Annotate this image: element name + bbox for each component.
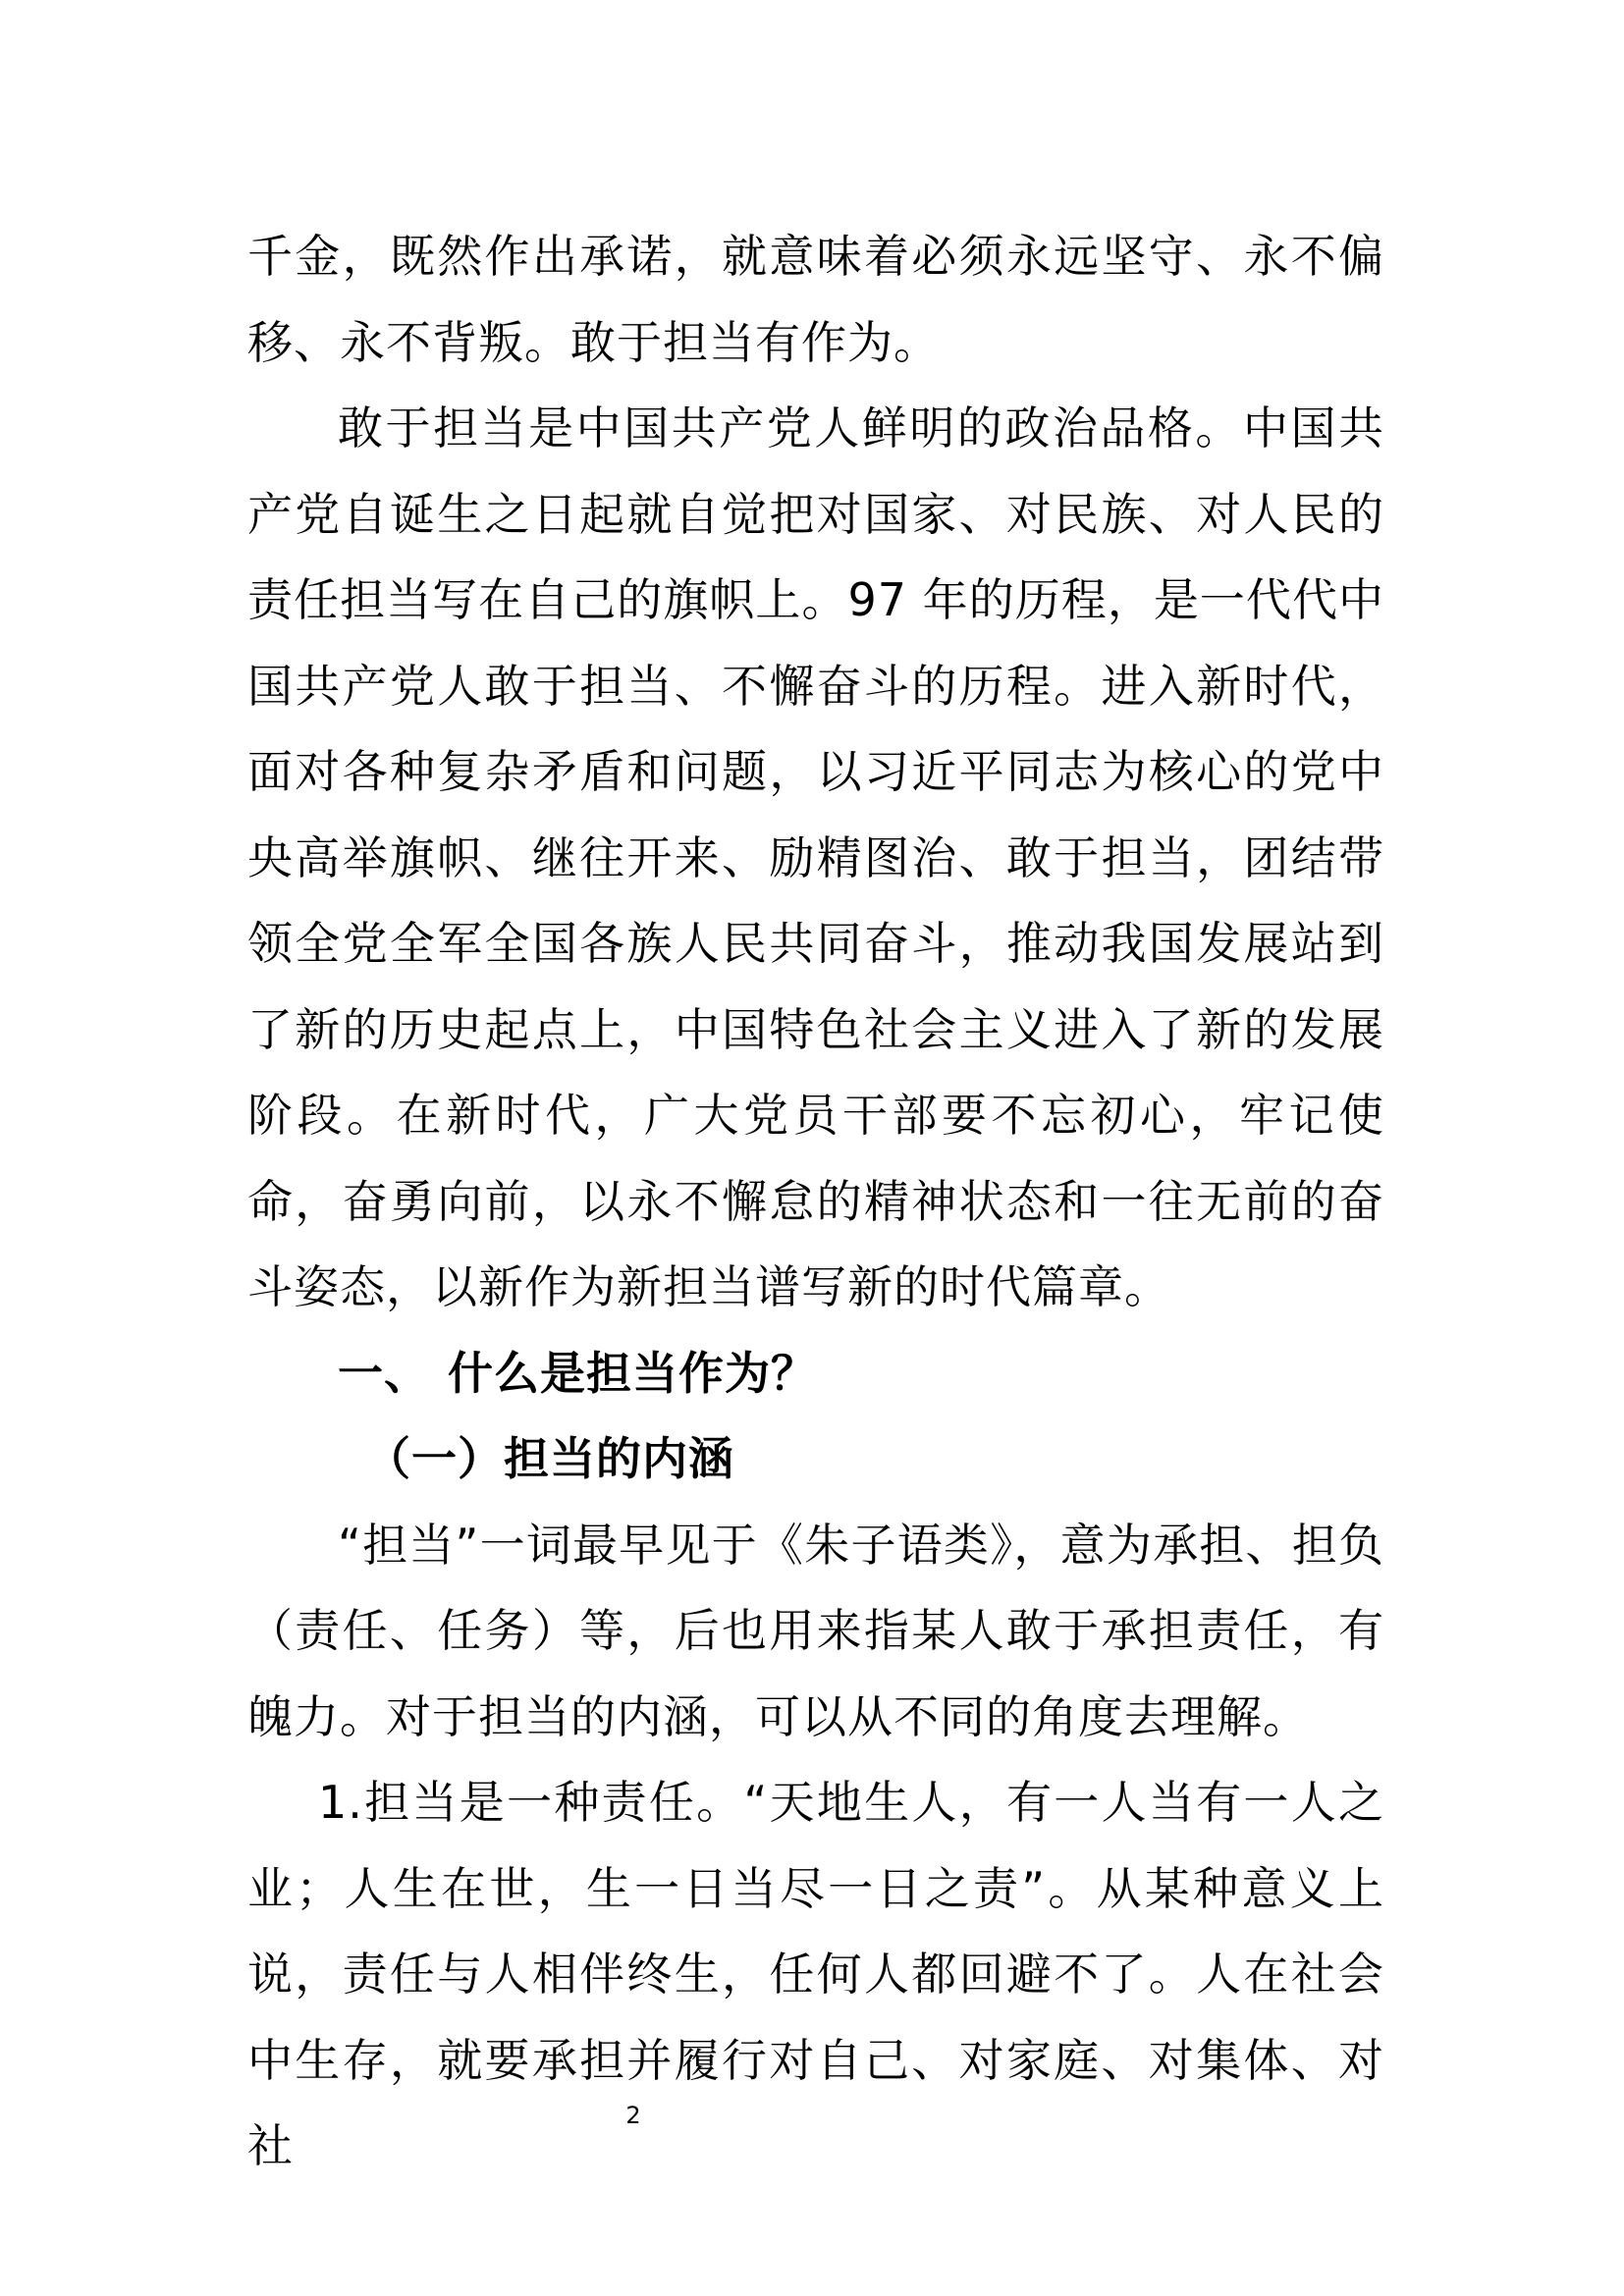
page-number: 2 xyxy=(625,2102,641,2129)
paragraph-list-item-1: 1.担当是一种责任。“天地生人，有一人当有一人之业；人生在世，生一日当尽一日之责”。从某种意义上说，责任与人相伴终生，任何人都回避不了。人在社会中生存，就要承担并履行对自己、对家庭、对集体、对社 xyxy=(247,1776,1384,2172)
paragraph-continuation: 千金，既然作出承诺，就意味着必须永远坚守、永不偏移、永不背叛。敢于担当有作为。 xyxy=(247,230,1384,369)
section-heading-text: 什么是担当作为？ xyxy=(448,1346,817,1400)
section-heading xyxy=(247,1331,1384,1417)
section-heading-number: 一、 xyxy=(338,1346,430,1400)
paragraph-party-responsibility: 敢于担当是中国共产党人鲜明的政治品格。中国共产党自诞生之日起就自觉把对国家、对民族、对人民的责任担当写在自己的旗帜上。97 年的历程，是一代代中国共产党人敢于担当、不懈奋斗的历程。进入新时代，面对各种复杂矛盾和问题，以习近平同志为核心的党中央高举旗帜、继往开来、励精图治、敢于担当，团结带领全党全军全国各族人民共同奋斗，推动我国发展站到了新的历史起点上，中国特色社会主义进入了新的发展阶段。在新时代，广大党员干部要不忘初心，牢记使命，奋勇向前，以永不懈怠的精神状态和一往无前的奋斗姿态，以新作为新担当谱写新的时代篇章。 xyxy=(247,401,1384,1313)
subsection-heading: （一）担当的内涵 xyxy=(365,1432,734,1485)
document-body xyxy=(247,214,1384,2190)
paragraph-definition: “担当”一词最早见于《朱子语类》，意为承担、担负（责任、任务）等，后也用来指某人敢于承担责任，有魄力。对于担当的内涵，可以从不同的角度去理解。 xyxy=(247,1518,1384,1743)
